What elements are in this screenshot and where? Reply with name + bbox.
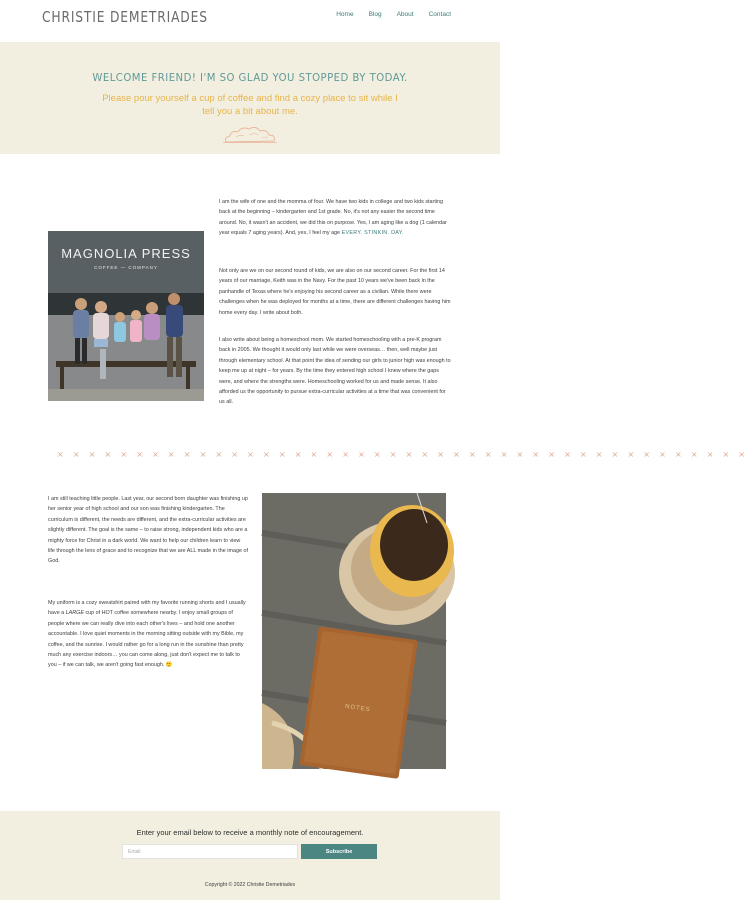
main-nav <box>336 11 451 18</box>
about-paragraph-3: I also write about being a homeschool mom. We started homeschooling with a pre-K program back in 2005. We thought it would only last while we were overseas… then, well maybe just through elementary school. At that point the idea of sending our girls to junior high was enough to keep me up at night – for years. By the time they entered high school I knew where the gaps were, and where the strengths were. Homeschooling worked for us and made sense. It also afforded us the opportunity to pursue extra-curricular activities at a time that was convenient for us all. <box>219 337 451 406</box>
notebook-label: NOTES <box>344 703 371 714</box>
subscribe-button[interactable]: Subscribe <box>301 844 377 859</box>
about-paragraph-5-b: cup of HOT coffee somewhere nearby. I enjoy small groups of people where we can really dive into each other's lives – and hold one another accountable. I love quiet moments in the morning sitting outside with my Bible, my coffee, and the sunrise. I would rather go for a long run in the sunshine than pretty much any exercise indoors… you can come along, just don't expect me to talk to you – if we can talk, we aren't going fast enough. 🙂 <box>48 610 244 669</box>
newsletter-title: Enter your email below to receive a monthly note of encouragement. <box>136 828 364 837</box>
site-header <box>0 0 500 42</box>
newsletter-footer <box>0 811 500 900</box>
every-stinkin-day: EVERY. STINKIN. DAY. <box>341 230 404 237</box>
coffee-notebook-photo <box>262 493 446 769</box>
nav-about[interactable]: About <box>396 11 414 18</box>
nav-home[interactable]: Home <box>336 11 354 18</box>
sign-title: MAGNOLIA PRESS <box>61 246 191 261</box>
email-input[interactable] <box>122 844 298 859</box>
nav-blog[interactable]: Blog <box>368 11 382 18</box>
about-paragraph-4: I am still teaching little people. Last year, our second born daughter was finishing up her senior year of high school and our son was finishing kindergarten. The curriculum is different, the needs are different, and the extra-curricular activities are slightly different. The goal is the same – to raise strong, independent kids who are a mighty force for Christ in a dark world. We want to help our children learn to view life through the lens of grace and to recognize that we are ALL made in the image of God. <box>48 496 248 565</box>
about-paragraph-1 <box>219 197 451 239</box>
copyright-text: Copyright © 2022 Christie Demetriades <box>204 882 296 888</box>
about-paragraph-1-text: I am the wife of one and the momma of four. We have two kids in college and two kids starting back at the beginning – kindergarten and 1st grade. No, it's not any easier the second time around. No, it wasn't an accident, we did this on purpose. Yes, I am aging like a dog (1 calendar year equals 7 aging years). And, yes, I feel my age <box>219 199 447 237</box>
about-paragraph-5-a: My uniform is a cozy sweatshirt paired with my favorite running shorts and I usually have a <box>48 600 246 617</box>
cloud-icon <box>222 124 278 146</box>
welcome-title: WELCOME FRIEND! I'M SO GLAD YOU STOPPED BY TODAY. <box>92 71 408 84</box>
coffee-photo-illustration <box>262 493 446 769</box>
about-paragraph-2: Not only are we on our second round of kids, we are also on our second career. For the first 14 years of our marriage, Keith was in the Navy. For the past 10 years we've been back in the panhandle of Texas where he's enjoying his second career as a civilian. While there were challenges when he was deployed for months at a time, there are different challenges having him home every day. I write about both. <box>219 268 451 316</box>
family-photo-illustration <box>48 231 204 401</box>
family-photo <box>48 231 204 401</box>
nav-contact[interactable]: Contact <box>428 11 451 18</box>
sign-subtitle: COFFEE — COMPANY <box>94 265 158 270</box>
large-emphasis: LARGE <box>65 610 84 617</box>
welcome-banner <box>0 42 500 154</box>
about-paragraph-5 <box>48 598 248 671</box>
cross-stitch-divider: × × × × × × × × × × × × × × × × × × × × × × × × × × × × × × × × × × × × × × × × × × × × <box>57 450 748 459</box>
site-logo[interactable]: CHRISTIE DEMETRIADES <box>42 8 208 26</box>
welcome-subtitle: Please pour yourself a cup of coffee and find a cozy place to sit while I tell you a bit about me. <box>102 93 398 117</box>
